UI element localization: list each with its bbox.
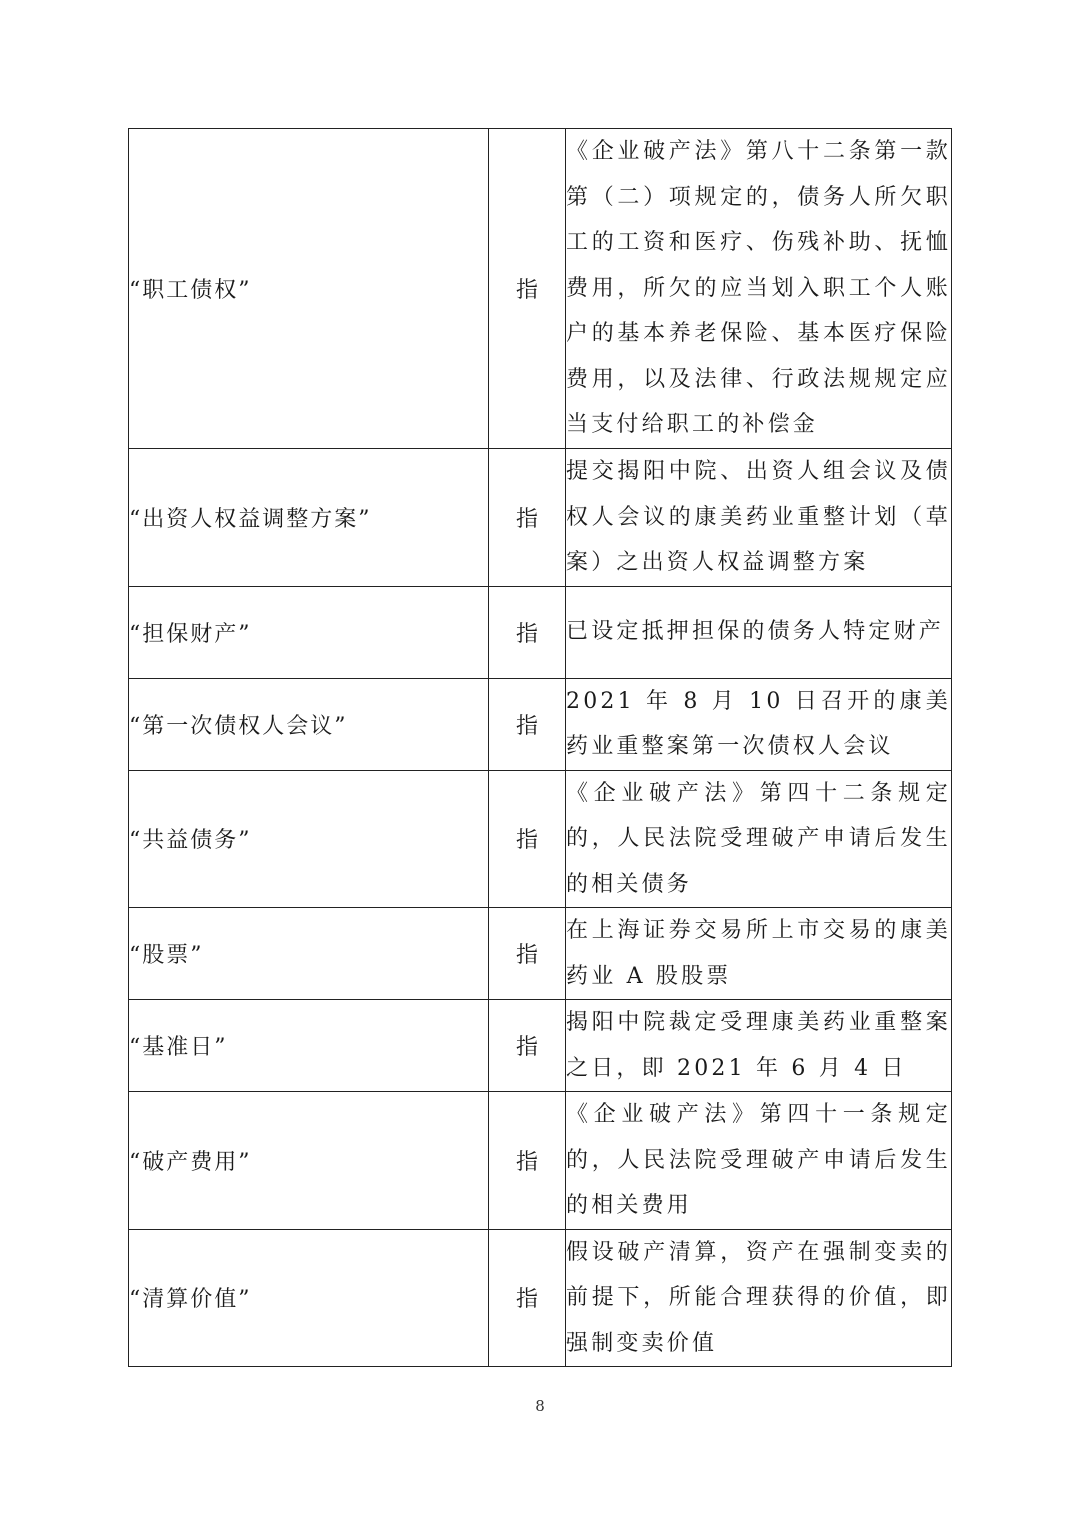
definition-cell: 《企业破产法》第四十二条规定的，人民法院受理破产申请后发生的相关债务 xyxy=(566,770,952,908)
connector-cell: 指 xyxy=(489,678,566,770)
definition-row xyxy=(129,129,952,449)
definition-row xyxy=(129,1092,952,1230)
connector-cell: 指 xyxy=(489,129,566,449)
definitions-table xyxy=(128,128,952,1367)
connector-cell: 指 xyxy=(489,449,566,587)
definition-cell: 在上海证券交易所上市交易的康美药业 A 股股票 xyxy=(566,908,952,1000)
page-number: 8 xyxy=(535,1397,545,1415)
connector-cell: 指 xyxy=(489,1000,566,1092)
term-cell: “第一次债权人会议” xyxy=(129,678,489,770)
connector-cell: 指 xyxy=(489,770,566,908)
definition-cell: 揭阳中院裁定受理康美药业重整案之日，即 2021 年 6 月 4 日 xyxy=(566,1000,952,1092)
definition-row xyxy=(129,908,952,1000)
term-cell: “出资人权益调整方案” xyxy=(129,449,489,587)
term-cell: “破产费用” xyxy=(129,1092,489,1230)
definition-cell: 假设破产清算，资产在强制变卖的前提下，所能合理获得的价值，即强制变卖价值 xyxy=(566,1229,952,1367)
term-cell: “担保财产” xyxy=(129,586,489,678)
definition-row xyxy=(129,586,952,678)
definition-cell: 2021 年 8 月 10 日召开的康美药业重整案第一次债权人会议 xyxy=(566,678,952,770)
definition-cell: 《企业破产法》第八十二条第一款第（二）项规定的，债务人所欠职工的工资和医疗、伤残补助、抚恤费用，所欠的应当划入职工个人账户的基本养老保险、基本医疗保险费用，以及法律、行政法规规定应当支付给职工的补偿金 xyxy=(566,129,952,449)
definition-row xyxy=(129,449,952,587)
connector-cell: 指 xyxy=(489,1229,566,1367)
term-cell: “共益债务” xyxy=(129,770,489,908)
definition-row xyxy=(129,1000,952,1092)
connector-cell: 指 xyxy=(489,908,566,1000)
definition-cell: 《企业破产法》第四十一条规定的，人民法院受理破产申请后发生的相关费用 xyxy=(566,1092,952,1230)
term-cell: “清算价值” xyxy=(129,1229,489,1367)
definition-cell: 提交揭阳中院、出资人组会议及债权人会议的康美药业重整计划（草案）之出资人权益调整方案 xyxy=(566,449,952,587)
connector-cell: 指 xyxy=(489,1092,566,1230)
term-cell: “基准日” xyxy=(129,1000,489,1092)
definition-row xyxy=(129,770,952,908)
connector-cell: 指 xyxy=(489,586,566,678)
definition-cell: 已设定抵押担保的债务人特定财产 xyxy=(566,586,952,678)
definition-row xyxy=(129,678,952,770)
term-cell: “职工债权” xyxy=(129,129,489,449)
term-cell: “股票” xyxy=(129,908,489,1000)
definition-row xyxy=(129,1229,952,1367)
